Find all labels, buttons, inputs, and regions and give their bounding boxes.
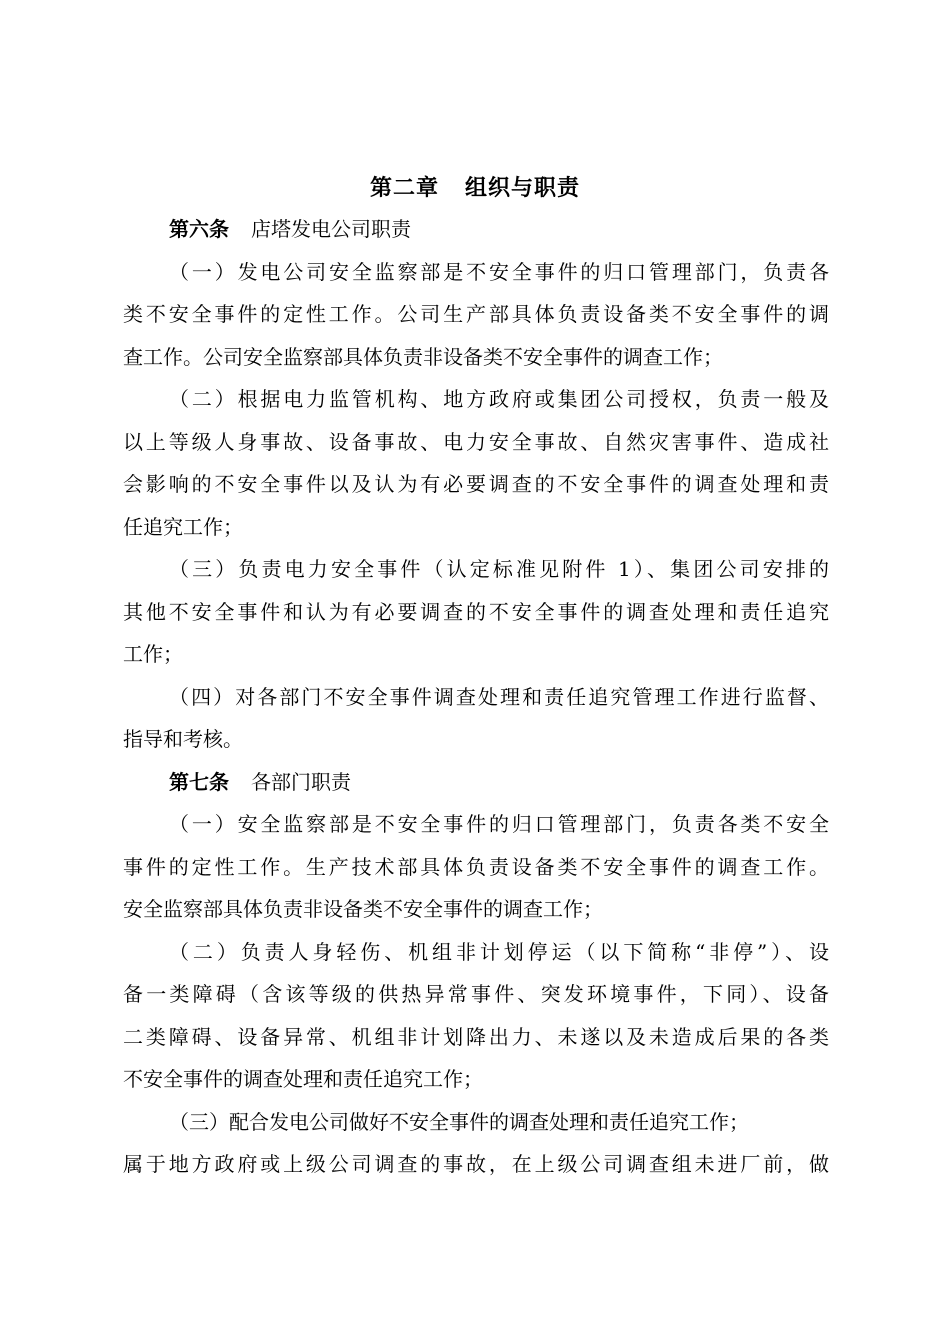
- paragraph-line: 指导和考核。: [123, 727, 243, 751]
- paragraph-line: （三）配合发电公司做好不安全事件的调查处理和责任追究工作；: [169, 1109, 749, 1134]
- article-heading: [123, 761, 829, 804]
- chapter-number: 第二章: [369, 175, 439, 201]
- paragraph-line: （三）负责电力安全事件（认定标准见附件 1）、集团公司安排的: [169, 557, 829, 581]
- article-label: 第七条: [169, 769, 229, 794]
- paragraph-line: 任追究工作；: [123, 514, 243, 539]
- chapter-title: 组织与职责: [465, 175, 581, 201]
- paragraph-line: （二）负责人身轻伤、机组非计划停运（以下简称“非停”）、设: [169, 939, 829, 964]
- paragraph-line: 查工作。公司安全监察部具体负责非设备类不安全事件的调查工作；: [123, 344, 723, 369]
- paragraph-line: 事件的定性工作。生产技术部具体负责设备类不安全事件的调查工作。: [123, 854, 829, 879]
- article-heading: [123, 208, 829, 251]
- paragraph-line: （一）安全监察部是不安全事件的归口管理部门，负责各类不安全: [169, 812, 829, 836]
- paragraph-line: （四）对各部门不安全事件调查处理和责任追究管理工作进行监督、: [169, 684, 829, 709]
- paragraph-line: （二）根据电力监管机构、地方政府或集团公司授权，负责一般及: [169, 387, 829, 411]
- paragraph-line: 安全监察部具体负责非设备类不安全事件的调查工作；: [123, 897, 603, 921]
- paragraph-line: 其他不安全事件和认为有必要调查的不安全事件的调查处理和责任追究: [123, 599, 829, 624]
- paragraph-line: 二类障碍、设备异常、机组非计划降出力、未遂以及未造成后果的各类: [123, 1024, 829, 1049]
- paragraph-line: 类不安全事件的定性工作。公司生产部具体负责设备类不安全事件的调: [123, 302, 829, 326]
- article-label: 第六条: [169, 217, 229, 241]
- paragraph-line: 备一类障碍（含该等级的供热异常事件、突发环境事件，下同）、设备: [123, 982, 829, 1006]
- article-title: 各部门职责: [251, 769, 351, 794]
- article-title: 店塔发电公司职责: [251, 217, 411, 241]
- paragraph-line: （一）发电公司安全监察部是不安全事件的归口管理部门，负责各: [169, 259, 829, 284]
- paragraph-line: 会影响的不安全事件以及认为有必要调查的不安全事件的调查处理和责: [123, 472, 829, 496]
- paragraph-line: 不安全事件的调查处理和责任追究工作；: [123, 1067, 483, 1091]
- paragraph-line: 以上等级人身事故、设备事故、电力安全事故、自然灾害事件、造成社: [123, 429, 829, 454]
- paragraph-line: 工作；: [123, 642, 183, 666]
- document-body: [123, 208, 829, 1186]
- paragraph-line: 属于地方政府或上级公司调查的事故，在上级公司调查组未进厂前，做: [123, 1152, 829, 1176]
- chapter-heading: [0, 172, 950, 204]
